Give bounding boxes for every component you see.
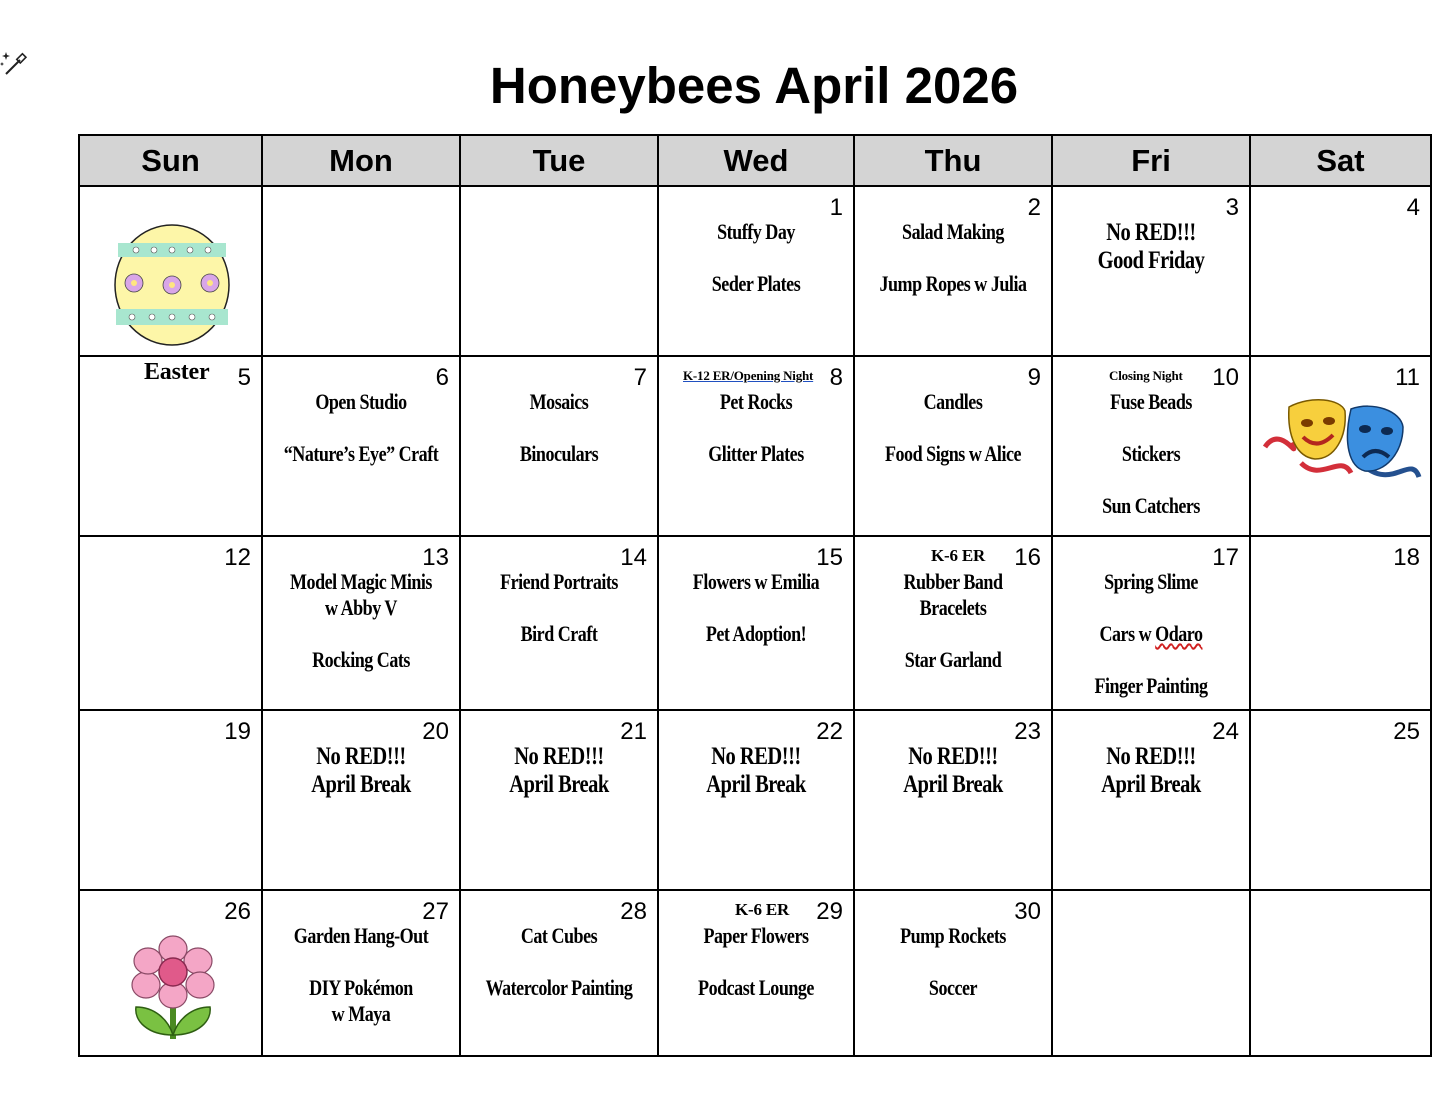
weekday-sat: Sat <box>1250 135 1431 186</box>
event-list <box>281 569 442 673</box>
event-spacer <box>873 415 1034 441</box>
event-item: Watercolor Painting <box>485 975 633 1000</box>
day-cell[interactable] <box>460 356 658 536</box>
event-item: April Break <box>311 771 411 798</box>
event-item: Cars w Odaro <box>1099 621 1203 646</box>
event-list <box>873 923 1034 1001</box>
event-item: April Break <box>509 771 609 798</box>
weekday-sun: Sun <box>79 135 262 186</box>
day-cell[interactable] <box>854 710 1052 890</box>
event-list <box>676 923 835 1001</box>
event-spacer <box>676 595 835 621</box>
day-number: 9 <box>1027 364 1041 391</box>
event-list <box>479 923 640 1001</box>
day-cell[interactable] <box>262 890 460 1056</box>
day-cell[interactable] <box>79 890 262 1056</box>
weekday-wed: Wed <box>658 135 854 186</box>
event-item: Food Signs w Alice <box>885 441 1021 466</box>
day-number: 4 <box>1406 194 1420 221</box>
day-number: 12 <box>224 544 251 571</box>
event-item: No RED!!! <box>1106 219 1196 246</box>
day-cell[interactable] <box>460 536 658 710</box>
event-item: w Maya <box>331 1001 391 1026</box>
event-item: April Break <box>706 771 806 798</box>
event-item: Podcast Lounge <box>698 975 814 1000</box>
event-item: Model Magic Minis <box>290 569 432 594</box>
day-number: 14 <box>620 544 647 571</box>
event-spacer <box>281 415 442 441</box>
day-cell[interactable] <box>79 356 262 536</box>
day-cell[interactable] <box>79 710 262 890</box>
event-list <box>676 219 835 297</box>
weekday-header-row <box>79 135 1431 186</box>
day-number: 30 <box>1014 898 1041 925</box>
event-item: DIY Pokémon <box>309 975 413 1000</box>
day-cell[interactable] <box>460 710 658 890</box>
event-item: Open Studio <box>315 389 407 414</box>
event-list <box>479 743 640 799</box>
event-list <box>873 389 1034 467</box>
day-cell[interactable] <box>79 536 262 710</box>
day-cell[interactable] <box>658 710 854 890</box>
event-spacer <box>1071 595 1232 621</box>
weekday-mon: Mon <box>262 135 460 186</box>
day-number: 5 <box>237 364 251 391</box>
day-cell[interactable] <box>854 186 1052 356</box>
day-cell[interactable] <box>1250 710 1431 890</box>
day-cell[interactable] <box>460 186 658 356</box>
event-item: Binoculars <box>519 441 599 466</box>
event-spacer <box>676 949 835 975</box>
day-cell[interactable] <box>460 890 658 1056</box>
event-item: Glitter Plates <box>708 441 804 466</box>
day-cell[interactable] <box>1250 890 1431 1056</box>
event-spacer <box>1071 467 1232 493</box>
day-note: Closing Night <box>1109 368 1183 383</box>
day-note: K-6 ER <box>931 546 986 565</box>
event-item: Stuffy Day <box>717 219 795 244</box>
weekday-fri: Fri <box>1052 135 1250 186</box>
event-item: Bracelets <box>919 595 987 620</box>
event-item: Paper Flowers <box>703 923 809 948</box>
day-number: 6 <box>435 364 449 391</box>
event-item: No RED!!! <box>711 743 801 770</box>
event-list <box>281 389 442 467</box>
day-cell[interactable] <box>262 536 460 710</box>
day-number: 18 <box>1393 544 1420 571</box>
weekday-tue: Tue <box>460 135 658 186</box>
day-number: 22 <box>816 718 843 745</box>
day-number: 7 <box>633 364 647 391</box>
event-spacer <box>479 595 640 621</box>
event-list <box>873 743 1034 799</box>
event-list <box>873 569 1034 673</box>
event-item: Garden Hang-Out <box>293 923 429 948</box>
event-item: w Abby V <box>325 595 397 620</box>
day-cell[interactable] <box>262 710 460 890</box>
day-number: 28 <box>620 898 647 925</box>
day-number: 21 <box>620 718 647 745</box>
day-number: 23 <box>1014 718 1041 745</box>
event-list <box>479 569 640 647</box>
event-item: No RED!!! <box>908 743 998 770</box>
day-number: 24 <box>1212 718 1239 745</box>
day-number: 20 <box>422 718 449 745</box>
event-item: Cat Cubes <box>520 923 598 948</box>
event-item: Rocking Cats <box>312 647 410 672</box>
event-item: Seder Plates <box>711 271 801 296</box>
pink-flower-icon <box>128 935 218 1046</box>
event-item: Pump Rockets <box>900 923 1006 948</box>
day-number: 15 <box>816 544 843 571</box>
event-list <box>676 389 835 467</box>
week-row <box>79 890 1431 1056</box>
event-item: No RED!!! <box>1106 743 1196 770</box>
day-cell[interactable] <box>1052 890 1250 1056</box>
event-list <box>1071 219 1232 275</box>
event-list <box>479 389 640 467</box>
event-item: Stickers <box>1121 441 1181 466</box>
event-spacer <box>873 621 1034 647</box>
day-number: 13 <box>422 544 449 571</box>
week-row <box>79 710 1431 890</box>
day-number: 25 <box>1393 718 1420 745</box>
event-item: Good Friday <box>1097 247 1205 274</box>
day-number: 26 <box>224 898 251 925</box>
event-list <box>1071 569 1232 699</box>
event-spacer <box>281 949 442 975</box>
day-cell[interactable] <box>1052 710 1250 890</box>
event-item: Bird Craft <box>520 621 598 646</box>
day-number: 29 <box>816 898 843 925</box>
weekday-thu: Thu <box>854 135 1052 186</box>
day-number: 2 <box>1027 194 1041 221</box>
event-list <box>676 743 835 799</box>
event-list <box>1071 389 1232 519</box>
day-cell[interactable] <box>1250 356 1431 536</box>
event-item: Flowers w Emilia <box>692 569 820 594</box>
event-item: “Nature’s Eye” Craft <box>283 441 439 466</box>
easter-egg-icon <box>112 221 232 352</box>
theater-masks-icon <box>1261 393 1423 496</box>
day-number: 3 <box>1225 194 1239 221</box>
event-item: Star Garland <box>904 647 1002 672</box>
event-item: Rubber Band <box>903 569 1003 594</box>
week-row <box>79 536 1431 710</box>
event-item: No RED!!! <box>514 743 604 770</box>
day-cell[interactable] <box>1052 186 1250 356</box>
day-cell[interactable] <box>658 890 854 1056</box>
event-item: Jump Ropes w Julia <box>879 271 1027 296</box>
event-item: Candles <box>923 389 983 414</box>
day-note: K-12 ER/Opening Night <box>683 368 814 383</box>
event-list <box>873 219 1034 297</box>
day-number: 8 <box>829 364 843 391</box>
event-item: Spring Slime <box>1104 569 1198 594</box>
event-item: Sun Catchers <box>1102 493 1200 518</box>
calendar-grid <box>78 134 1432 1057</box>
event-spacer <box>1071 415 1232 441</box>
day-cell[interactable] <box>658 356 854 536</box>
magic-wand-icon[interactable] <box>0 48 28 78</box>
event-item: April Break <box>1101 771 1201 798</box>
event-spacer <box>676 415 835 441</box>
day-cell[interactable] <box>79 186 262 356</box>
week-row <box>79 356 1431 536</box>
event-spacer <box>479 415 640 441</box>
day-number: 27 <box>422 898 449 925</box>
day-note: K-6 ER <box>735 900 790 919</box>
day-cell[interactable] <box>658 536 854 710</box>
event-spacer <box>873 949 1034 975</box>
day-number: 1 <box>829 194 843 221</box>
event-item: Finger Painting <box>1094 673 1208 698</box>
day-note: Easter <box>144 359 210 385</box>
event-spacer <box>281 621 442 647</box>
event-item: Pet Adoption! <box>705 621 807 646</box>
event-spacer <box>676 245 835 271</box>
event-item: Mosaics <box>529 389 589 414</box>
event-list <box>1071 743 1232 799</box>
event-item: Fuse Beads <box>1110 389 1192 414</box>
day-cell[interactable] <box>1052 356 1250 536</box>
day-cell[interactable] <box>854 536 1052 710</box>
spellcheck-word[interactable]: Odaro <box>1155 621 1203 646</box>
day-cell[interactable] <box>262 356 460 536</box>
day-cell[interactable] <box>658 186 854 356</box>
event-spacer <box>1071 647 1232 673</box>
event-item: Pet Rocks <box>719 389 793 414</box>
day-number: 11 <box>1395 364 1420 391</box>
calendar-title: Honeybees April 2026 <box>489 57 1019 114</box>
day-number: 17 <box>1212 544 1239 571</box>
event-item: April Break <box>903 771 1003 798</box>
event-item: Friend Portraits <box>500 569 618 594</box>
event-list <box>676 569 835 647</box>
event-item: Salad Making <box>902 219 1004 244</box>
day-cell[interactable] <box>262 186 460 356</box>
event-spacer <box>479 949 640 975</box>
day-cell[interactable] <box>854 890 1052 1056</box>
day-number: 10 <box>1212 364 1239 391</box>
event-item: No RED!!! <box>316 743 406 770</box>
day-number: 16 <box>1014 544 1041 571</box>
day-cell[interactable] <box>1250 536 1431 710</box>
day-cell[interactable] <box>854 356 1052 536</box>
day-cell[interactable] <box>1250 186 1431 356</box>
week-row <box>79 186 1431 356</box>
event-spacer <box>873 245 1034 271</box>
day-number: 19 <box>224 718 251 745</box>
day-cell[interactable] <box>1052 536 1250 710</box>
event-item: Soccer <box>928 975 978 1000</box>
event-list <box>281 923 442 1027</box>
event-list <box>281 743 442 799</box>
